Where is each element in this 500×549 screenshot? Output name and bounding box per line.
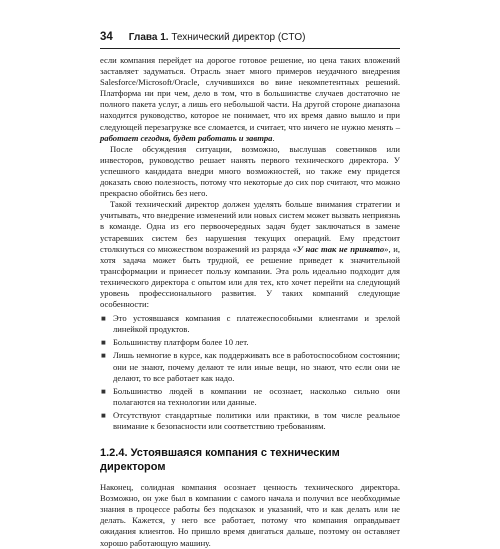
header-rule	[100, 48, 400, 49]
emphasis-text: У нас так не принято	[296, 243, 385, 254]
page-number: 34	[100, 31, 113, 43]
section-heading: 1.2.4. Устоявшаяся компания с техническим директором	[100, 447, 340, 474]
body-text	[100, 55, 400, 549]
chapter-label: Глава 1.	[128, 32, 169, 43]
square-bullet-icon: ■	[101, 338, 106, 348]
emphasis-text: работает сегодня, будет работать и завтра	[100, 132, 273, 143]
square-bullet-icon: ■	[101, 314, 106, 324]
list-item: ■ Большинство людей в компании не осознает, насколько сильно они полагаются на технологии или данные.	[101, 385, 400, 407]
list-item: ■ Большинству платформ более 10 лет.	[101, 337, 249, 348]
list-item: ■ Это устоявшаяся компания с платежеспособными клиентами и зрелой линейкой продуктов.	[101, 313, 400, 335]
chapter-title: Технический директор (CTO)	[171, 32, 306, 43]
square-bullet-icon: ■	[101, 351, 106, 361]
list-item: ■ Лишь немногие в курсе, как поддерживать все в работоспособном состоянии; они не знают, почему делают те или иные вещи, но знают, что если они не делают, то все работает как надо.	[101, 350, 400, 383]
paragraph: После обсуждения ситуации, возможно, выслушав советников или инвесторов, руководство решает нанять первого технического директора. У успешного кандидата внедри много возможностей, но также ему придется доказать свою полезность, потому что некоторые до сих пор считают, что можно прекрасно обойтись без него.	[100, 143, 400, 199]
bullet-list	[100, 313, 400, 432]
paragraph: если компания перейдет на дорогое готовое решение, но цена таких вложений заставляет задуматься. Отрасль знает много примеров неудачного внедрения Salesforce/Microsoft/Oracle, случившихся во вине некомпетентных решений. Платформа ни при чем, дело в том, что в большинстве случаев достаточно не полного пакета услуг, а лишь его небольшой части. На другой стороне диапазона находится руководство, которое не понимает, что их время давно вышло и при следующей перезагрузке все сломается, и считает, что ничего не нужно менять – работает сегодня, будет работать и завтра.	[100, 55, 400, 143]
running-header	[100, 31, 400, 45]
paragraph: Наконец, солидная компания осознает ценность технического директора. Возможно, он уже был в компании с самого начала и получил все необходимые знания в процессе работы без подсказок и указаний, что и как делать или не делать. Кажется, у него все работает, потому что компания оправдывает ожидания клиентов. Но пришло время двигаться дальше, поэтому он оставляет хорошо работающую машину.	[100, 482, 400, 548]
paragraph: Такой технический директор должен уделять больше внимания стратегии и учитывать, что внедрение изменений или новых систем может вызвать неприязнь в команде. Одна из его первоочередных задач будет заключаться в замене устаревших систем без нарушения текущих операций. Ему предстоит столкнуться со множеством возражений из разряда «У нас так не принято», и, хотя задача может быть трудной, ее решение приведет к значительной трансформации и принесет пользу компании. Эта роль идеально подходит для технического директора с опытом или для тех, кто хочет перейти на следующий уровень профессионального развития. У таких компаний следующие особенности:	[100, 199, 400, 310]
list-item: ■ Отсутствуют стандартные политики или практики, в том числе реальное внимание к безопасности или соответствию требованиям.	[101, 409, 400, 431]
chapter-heading	[129, 32, 306, 43]
square-bullet-icon: ■	[101, 386, 106, 396]
square-bullet-icon: ■	[101, 410, 106, 420]
